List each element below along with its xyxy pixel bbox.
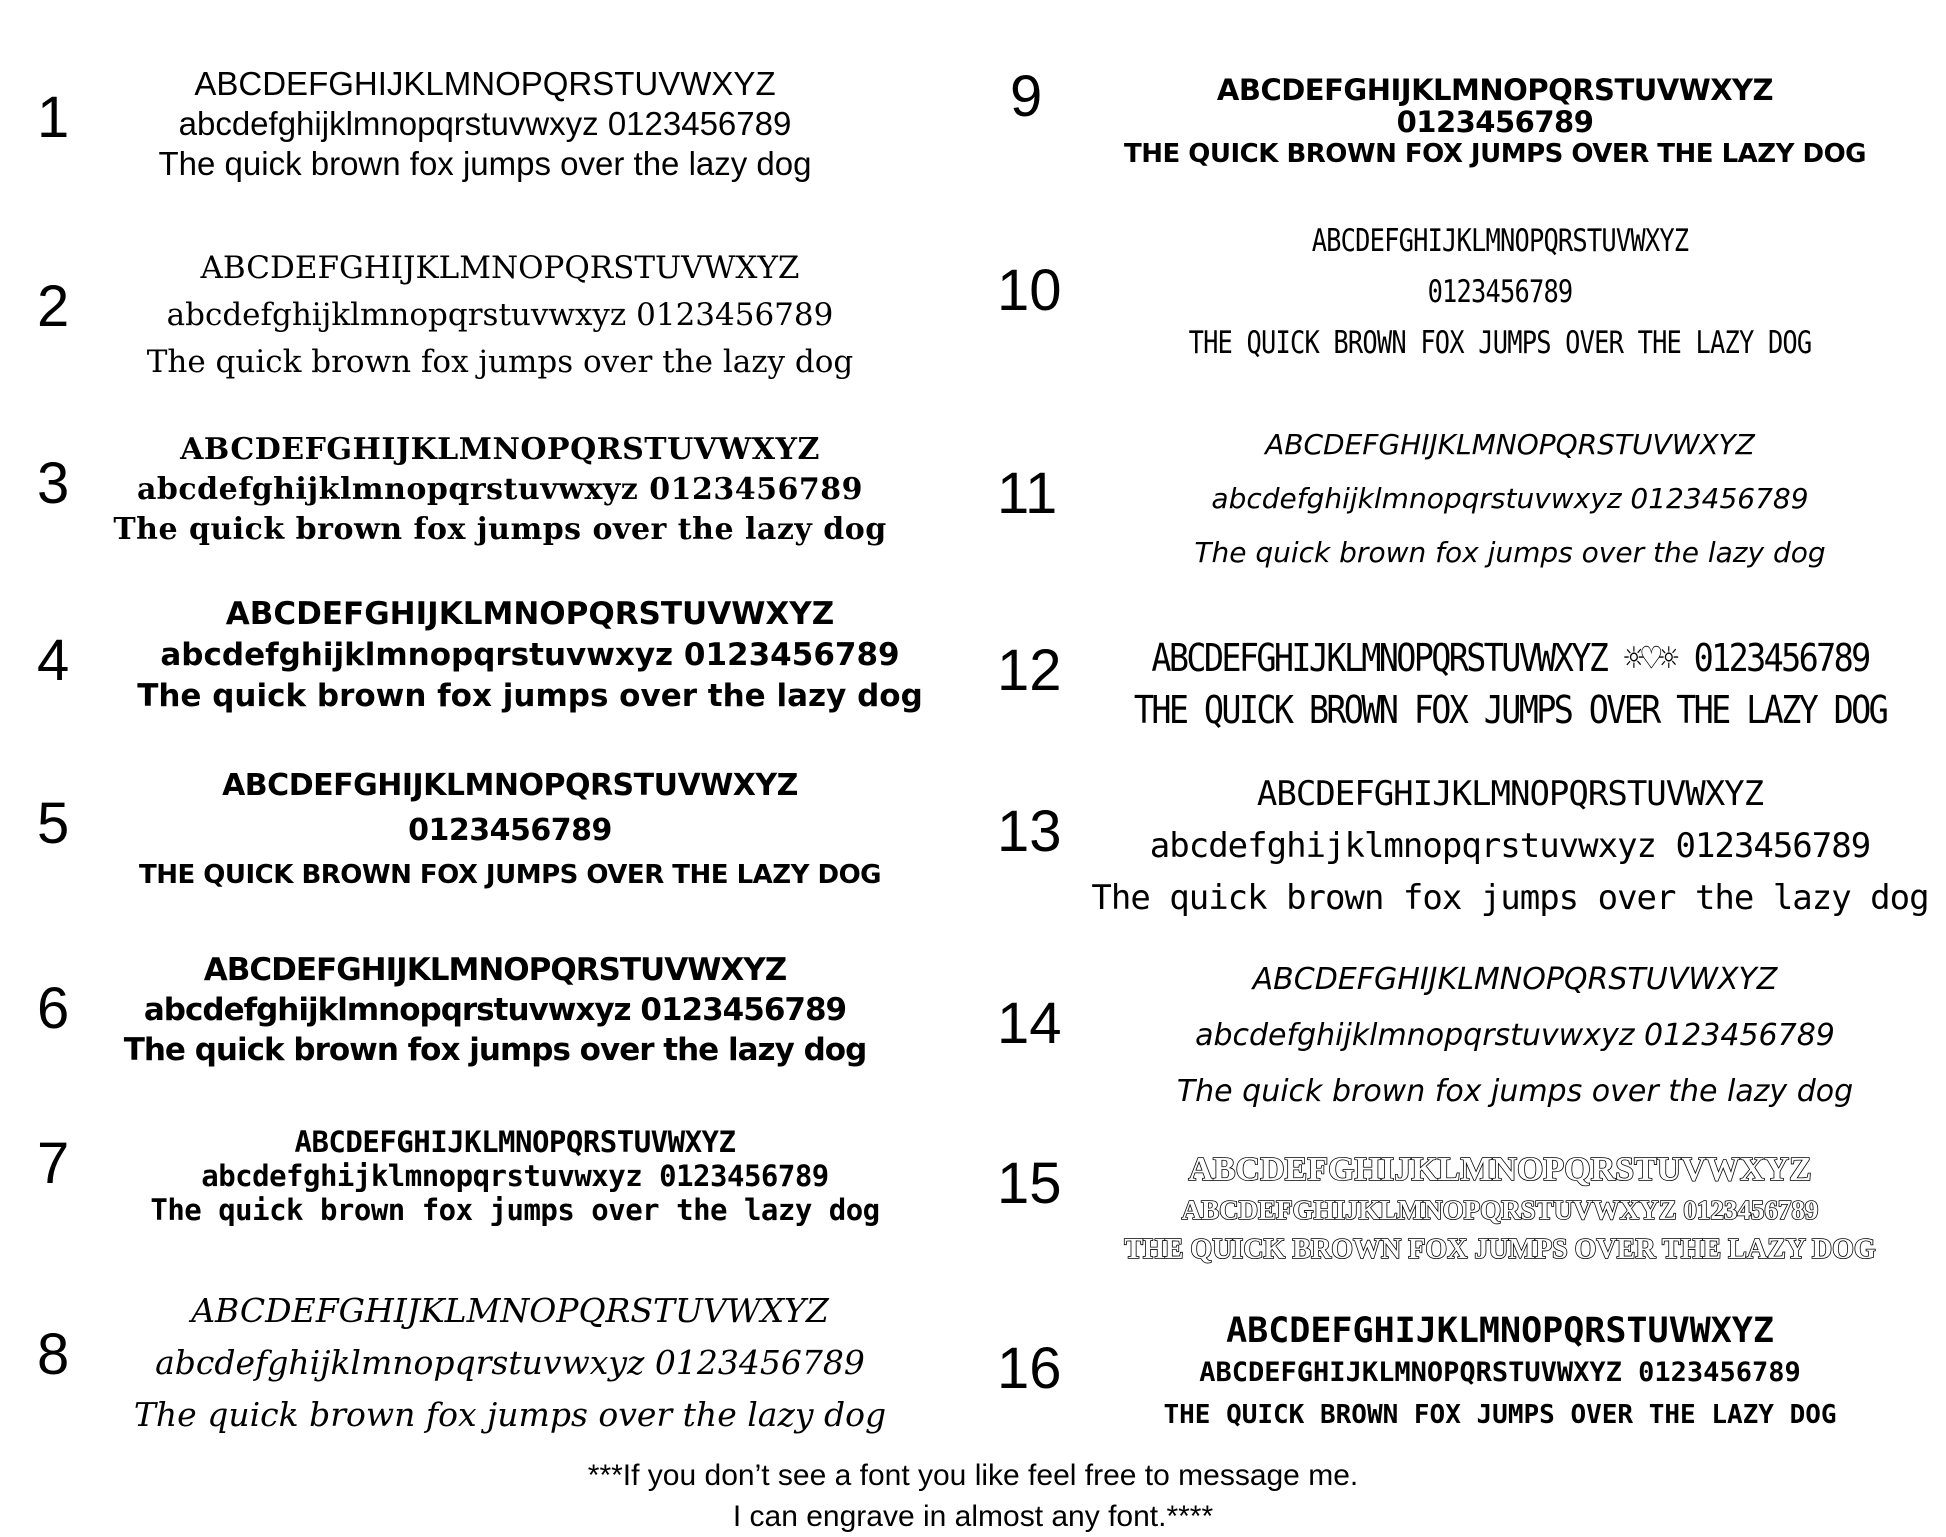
sample-uppercase-line: ABCDEFGHIJKLMNOPQRSTUVWXYZ: [225, 596, 835, 632]
sample-uppercase-line: ABCDEFGHIJKLMNOPQRSTUVWXYZ: [1256, 774, 1764, 814]
sample-pangram-line: THE QUICK BROWN FOX JUMPS OVER THE LAZY DOG: [1163, 1400, 1837, 1430]
sample-lowercase-line: abcdefghijklmnopqrstuvwxyz 0123456789: [155, 1343, 865, 1382]
sample-digits-line: 0123456789: [1427, 274, 1573, 310]
sample-uppercase-line: ABCDEFGHIJKLMNOPQRSTUVWXYZ: [200, 250, 800, 286]
sample-text: [100, 245, 900, 386]
sample-uppercase-line: ABCDEFGHIJKLMNOPQRSTUVWXYZ ☼♡☼ 0123456789: [1151, 636, 1869, 680]
sample-pangram-line: THE QUICK BROWN FOX JUMPS OVER THE LAZY DOG: [1188, 325, 1812, 361]
sample-number: 3: [37, 451, 70, 516]
sample-text: [1090, 768, 1930, 924]
sample-digits-line: 0123456789: [1396, 105, 1594, 139]
sample-lowercase-line: abcdefghijklmnopqrstuvwxyz 0123456789: [201, 1159, 829, 1193]
sample-text: [1100, 418, 1920, 580]
sample-digits-line: 0123456789: [408, 813, 612, 848]
sample-uppercase-line: ABCDEFGHIJKLMNOPQRSTUVWXYZ: [180, 432, 820, 467]
sample-uppercase-line: ABCDEFGHIJKLMNOPQRSTUVWXYZ: [1226, 1311, 1774, 1351]
sample-uppercase-line: ABCDEFGHIJKLMNOPQRSTUVWXYZ: [191, 1291, 829, 1330]
sample-number: 12: [997, 638, 1062, 703]
sample-text: [110, 594, 950, 717]
sample-uppercase-line: ABCDEFGHIJKLMNOPQRSTUVWXYZ: [222, 768, 798, 803]
sample-uppercase-line: ABCDEFGHIJKLMNOPQRSTUVWXYZ: [1265, 428, 1755, 461]
sample-number: 16: [997, 1336, 1062, 1401]
sample-text: [1132, 632, 1889, 736]
sample-text: [110, 950, 880, 1070]
sample-pangram-line: THE QUICK BROWN FOX JUMPS OVER THE LAZY DOG: [1133, 688, 1887, 732]
sample-number: 1: [37, 85, 70, 150]
sample-uppercase-line: ABCDEFGHIJKLMNOPQRSTUVWXYZ: [203, 952, 787, 988]
sample-number: 10: [997, 258, 1062, 323]
sample-lowercase-line: abcdefghijklmnopqrstuvwxyz 0123456789: [136, 472, 864, 507]
sample-pangram-line: The quick brown fox jumps over the lazy dog: [123, 1032, 867, 1068]
sample-number: 2: [37, 274, 70, 339]
sample-caps-digits-line: ABCDEFGHIJKLMNOPQRSTUVWXYZ 0123456789: [1181, 1195, 1819, 1225]
sample-uppercase-line: ABCDEFGHIJKLMNOPQRSTUVWXYZ: [294, 1125, 736, 1159]
sample-pangram-line: The quick brown fox jumps over the lazy dog: [1091, 878, 1929, 918]
sample-pangram-line: The quick brown fox jumps over the lazy dog: [113, 512, 887, 547]
sample-number: 14: [997, 991, 1062, 1056]
sample-text: [1060, 1150, 1940, 1270]
sample-pangram-line: The quick brown fox jumps over the lazy dog: [1194, 536, 1826, 569]
sample-text: [1139, 216, 1861, 369]
sample-number: 9: [1010, 64, 1043, 129]
sample-lowercase-line: abcdefghijklmnopqrstuvwxyz 0123456789: [1211, 482, 1809, 515]
sample-text: [90, 430, 910, 550]
sample-caps-digits-line: ABCDEFGHIJKLMNOPQRSTUVWXYZ 0123456789: [1199, 1357, 1801, 1388]
sample-number: 5: [37, 791, 70, 856]
sample-text: [1050, 74, 1940, 170]
sample-number: 11: [997, 461, 1058, 526]
sample-lowercase-line: abcdefghijklmnopqrstuvwxyz 0123456789: [160, 637, 900, 673]
sample-lowercase-line: abcdefghijklmnopqrstuvwxyz 0123456789: [1195, 1018, 1835, 1053]
sample-pangram-line: The quick brown fox jumps over the lazy dog: [133, 1395, 887, 1434]
sample-text: [75, 1125, 955, 1227]
sample-pangram-line: The quick brown fox jumps over the lazy dog: [146, 344, 854, 380]
footer-line-2: I can engrave in almost any font.****: [732, 1500, 1214, 1533]
sample-pangram-line: The quick brown fox jumps over the lazy dog: [137, 678, 923, 714]
sample-number: 8: [37, 1322, 70, 1387]
sample-lowercase-line: abcdefghijklmnopqrstuvwxyz 0123456789: [1149, 826, 1871, 866]
sample-text: [90, 763, 930, 898]
footer-note: [0, 1455, 1946, 1537]
sample-lowercase-line: abcdefghijklmnopqrstuvwxyz 0123456789: [166, 297, 834, 333]
sample-uppercase-line: ABCDEFGHIJKLMNOPQRSTUVWXYZ: [1216, 73, 1774, 107]
sample-pangram-line: THE QUICK BROWN FOX JUMPS OVER THE LAZY DOG: [138, 860, 882, 890]
sample-uppercase-line: ABCDEFGHIJKLMNOPQRSTUVWXYZ: [194, 65, 776, 102]
sample-text: [1060, 1310, 1940, 1436]
sample-lowercase-line: abcdefghijklmnopqrstuvwxyz 0123456789: [143, 992, 847, 1028]
sample-uppercase-line: ABCDEFGHIJKLMNOPQRSTUVWXYZ: [1188, 1151, 1812, 1188]
sample-pangram-line: The quick brown fox jumps over the lazy dog: [150, 1193, 880, 1227]
footer-line-1: ***If you don’t see a font you like feel free to message me.: [587, 1459, 1359, 1492]
sample-number: 7: [37, 1131, 70, 1196]
sample-pangram-line: The quick brown fox jumps over the lazy dog: [1176, 1074, 1854, 1109]
sample-number: 4: [37, 628, 70, 693]
sample-number: 13: [997, 799, 1062, 864]
sample-text: [1090, 952, 1940, 1120]
sample-text: [90, 64, 880, 184]
sample-text: [90, 1285, 930, 1441]
sample-pangram-line: THE QUICK BROWN FOX JUMPS OVER THE LAZY DOG: [1124, 1234, 1876, 1265]
sample-number: 6: [37, 976, 70, 1041]
sample-pangram-line: The quick brown fox jumps over the lazy dog: [158, 145, 812, 182]
sample-lowercase-line: abcdefghijklmnopqrstuvwxyz 0123456789: [178, 105, 792, 142]
sample-number: 15: [997, 1151, 1062, 1216]
sample-pangram-line: THE QUICK BROWN FOX JUMPS OVER THE LAZY DOG: [1123, 139, 1867, 169]
sample-uppercase-line: ABCDEFGHIJKLMNOPQRSTUVWXYZ: [1311, 223, 1689, 259]
sample-uppercase-line: ABCDEFGHIJKLMNOPQRSTUVWXYZ: [1252, 962, 1778, 997]
